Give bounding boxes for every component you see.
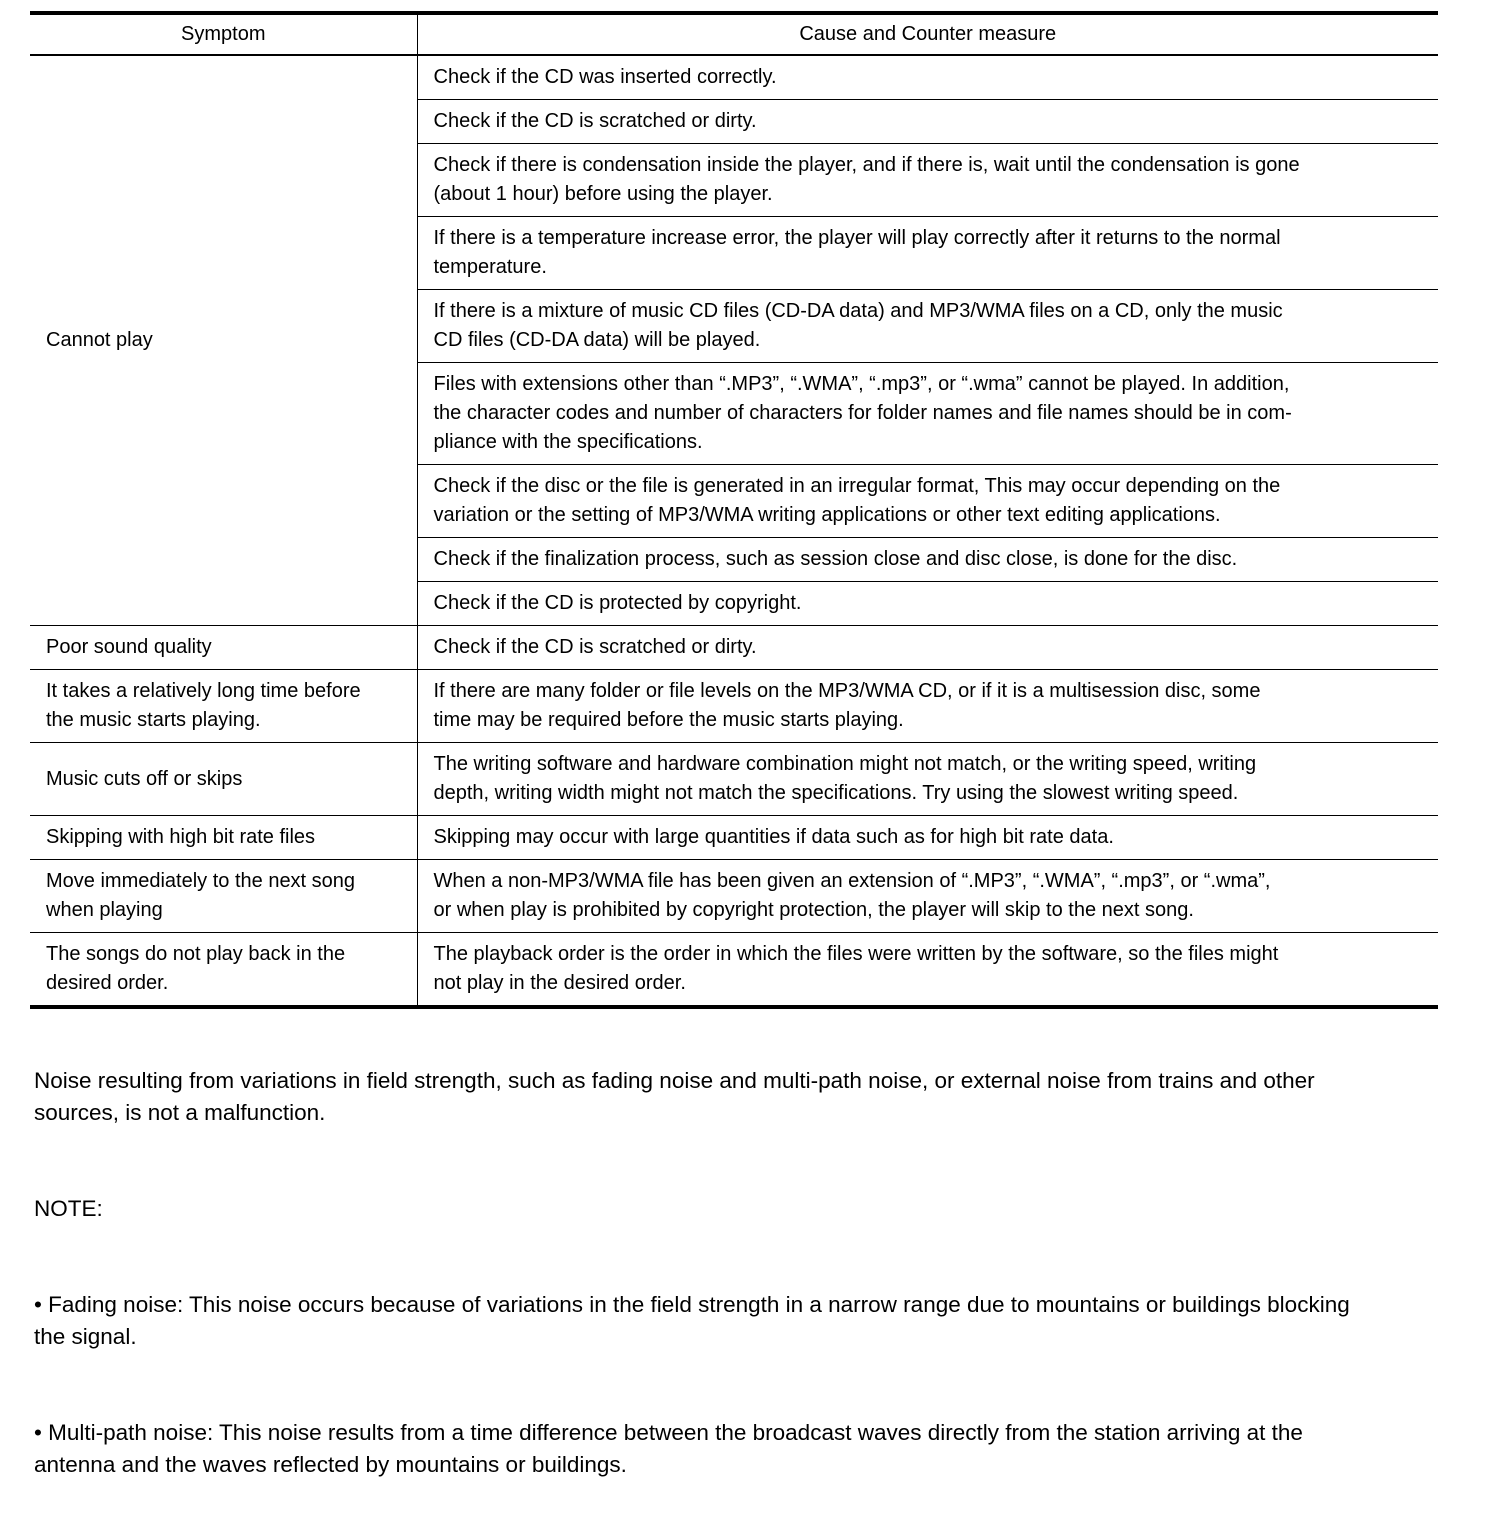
cause-cell: Skipping may occur with large quantities if data such as for high bit rate data. xyxy=(417,816,1438,860)
table-row xyxy=(30,626,1438,670)
troubleshooting-table xyxy=(30,11,1438,1009)
note-item: • Fading noise: This noise occurs because of variations in the field strength in a narrow range due to mountains or buildings blocking the signal. xyxy=(34,1292,1350,1349)
table-body xyxy=(30,55,1438,1007)
cause-cell: If there is a mixture of music CD files (CD-DA data) and MP3/WMA files on a CD, only the music CD files (CD-DA data) will be played. xyxy=(417,290,1438,363)
header-cause: Cause and Counter measure xyxy=(417,13,1438,55)
symptom-cell: Move immediately to the next song when playing xyxy=(30,860,417,933)
notes-intro: Noise resulting from variations in field strength, such as fading noise and multi-path noise, or external noise from trains and other sources, is not a malfunction. xyxy=(34,1068,1315,1125)
table-row xyxy=(30,670,1438,743)
cause-cell: Check if the CD is scratched or dirty. xyxy=(417,100,1438,144)
cause-cell: Check if the CD was inserted correctly. xyxy=(433,66,777,88)
note-item: • Multi-path noise: This noise results from a time difference between the broadcast waves directly from the station arriving at the antenna and the waves reflected by mountains or buildings. xyxy=(34,1420,1303,1477)
cause-cell: The writing software and hardware combination might not match, or the writing speed, writing depth, writing width might not match the specifications. Try using the slowest writing speed. xyxy=(417,743,1438,816)
table-row xyxy=(30,816,1438,860)
table-row xyxy=(30,933,1438,1008)
cause-cell: Check if the finalization process, such as session close and disc close, is done for the disc. xyxy=(417,538,1438,582)
cause-cell: Files with extensions other than “.MP3”, “.WMA”, “.mp3”, or “.wma” cannot be played. In addition, the character codes and number of characters for folder names and file names should be in com- pliance with the specifications. xyxy=(417,363,1438,465)
cause-cell: The playback order is the order in which the files were written by the software, so the files might not play in the desired order. xyxy=(417,933,1438,1008)
cause-cell: When a non-MP3/WMA file has been given an extension of “.MP3”, “.WMA”, “.mp3”, or “.wma”, or when play is prohibited by copyright protection, the player will skip to the next song. xyxy=(417,860,1438,933)
symptom-cell: Skipping with high bit rate files xyxy=(30,816,417,860)
symptom-cell: Music cuts off or skips xyxy=(30,743,417,816)
cause-cell: If there are many folder or file levels on the MP3/WMA CD, or if it is a multisession disc, some time may be required before the music starts playing. xyxy=(417,670,1438,743)
cause-cell: Check if the disc or the file is generated in an irregular format, This may occur depending on the variation or the setting of MP3/WMA writing applications or other text editing applications. xyxy=(417,465,1438,538)
symptom-cell: The songs do not play back in the desired order. xyxy=(30,933,417,1008)
notes-section xyxy=(34,1001,1350,1513)
cause-cell: Check if the CD is scratched or dirty. xyxy=(417,626,1438,670)
cause-cell: Check if the CD is protected by copyright. xyxy=(417,582,1438,626)
notes-label: NOTE: xyxy=(34,1196,103,1221)
header-row xyxy=(30,13,1438,55)
header-symptom: Symptom xyxy=(30,13,417,55)
symptom-cell: Cannot play xyxy=(30,55,417,626)
cause-cell: If there is a temperature increase error, the player will play correctly after it returns to the normal temperature. xyxy=(417,217,1438,290)
cause-cell: Check if there is condensation inside the player, and if there is, wait until the condensation is gone (about 1 hour) before using the player. xyxy=(417,144,1438,217)
symptom-cell: It takes a relatively long time before the music starts playing. xyxy=(30,670,417,743)
symptom-cell: Poor sound quality xyxy=(30,626,417,670)
table-row xyxy=(30,860,1438,933)
table-row xyxy=(30,743,1438,816)
table-row xyxy=(30,55,1438,100)
